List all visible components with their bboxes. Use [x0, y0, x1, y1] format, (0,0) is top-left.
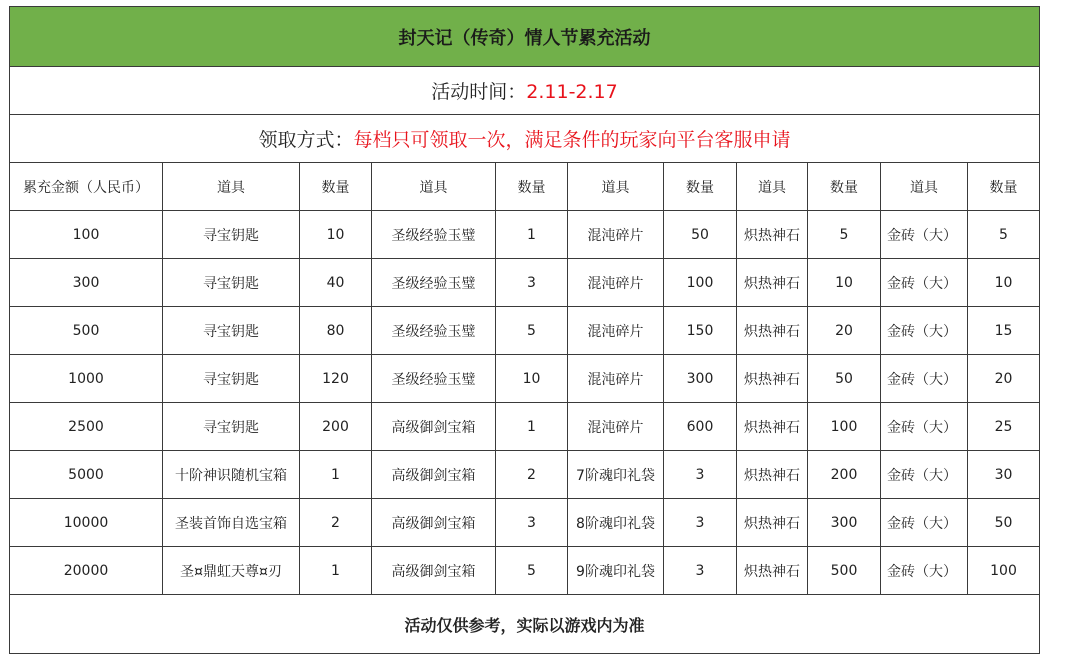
table-cell: 300: [664, 355, 737, 403]
table-cell: 金砖（大）: [881, 307, 968, 355]
table-row: [10, 259, 1040, 307]
time-row: [10, 67, 1040, 115]
table-cell: 2: [300, 499, 372, 547]
table-cell: 150: [664, 307, 737, 355]
table-cell: 寻宝钥匙: [163, 211, 300, 259]
table-cell: 炽热神石: [737, 451, 808, 499]
table-row: [10, 451, 1040, 499]
table-row: [10, 307, 1040, 355]
table-cell: 15: [968, 307, 1040, 355]
table-cell: 高级御剑宝箱: [372, 547, 496, 595]
table-cell: 炽热神石: [737, 403, 808, 451]
header-cell: 道具: [881, 163, 968, 211]
header-cell: 数量: [664, 163, 737, 211]
table-cell: 圣装首饰自选宝箱: [163, 499, 300, 547]
title-row: [10, 7, 1040, 67]
table-cell: 混沌碎片: [568, 259, 664, 307]
table-cell: 5: [808, 211, 881, 259]
table-cell: 炽热神石: [737, 259, 808, 307]
table-cell: 金砖（大）: [881, 547, 968, 595]
table-cell: 200: [300, 403, 372, 451]
table-cell: 5: [968, 211, 1040, 259]
table-cell: 圣级经验玉璧: [372, 355, 496, 403]
table-cell: 40: [300, 259, 372, 307]
header-cell: 道具: [372, 163, 496, 211]
claim-method-value: 每档只可领取一次，满足条件的玩家向平台客服申请: [353, 129, 791, 151]
table-cell: 10000: [10, 499, 163, 547]
table-row: [10, 547, 1040, 595]
header-cell: 道具: [568, 163, 664, 211]
table-cell: 混沌碎片: [568, 403, 664, 451]
table-cell: 炽热神石: [737, 211, 808, 259]
table-cell: 混沌碎片: [568, 307, 664, 355]
table-cell: 炽热神石: [737, 355, 808, 403]
table-cell: 1000: [10, 355, 163, 403]
table-cell: 圣级经验玉璧: [372, 211, 496, 259]
table-cell: 50: [664, 211, 737, 259]
table-cell: 寻宝钥匙: [163, 403, 300, 451]
table-cell: 金砖（大）: [881, 355, 968, 403]
table-cell: 5: [496, 547, 568, 595]
table-cell: 7阶魂印礼袋: [568, 451, 664, 499]
table-cell: 3: [496, 259, 568, 307]
table-cell: 炽热神石: [737, 307, 808, 355]
table-cell: 1: [496, 403, 568, 451]
header-cell: 数量: [808, 163, 881, 211]
table-cell: 300: [10, 259, 163, 307]
table-cell: 圣级经验玉璧: [372, 259, 496, 307]
table-cell: 混沌碎片: [568, 355, 664, 403]
table-cell: 20: [968, 355, 1040, 403]
header-cell: 道具: [737, 163, 808, 211]
claim-method: [10, 115, 1040, 163]
table-cell: 3: [664, 451, 737, 499]
table-cell: 10: [968, 259, 1040, 307]
table-cell: 3: [664, 547, 737, 595]
table-cell: 金砖（大）: [881, 403, 968, 451]
table-cell: 8阶魂印礼袋: [568, 499, 664, 547]
table-cell: 1: [300, 547, 372, 595]
table-cell: 25: [968, 403, 1040, 451]
table-cell: 3: [496, 499, 568, 547]
table-row: [10, 211, 1040, 259]
table-row: [10, 355, 1040, 403]
table-cell: 金砖（大）: [881, 259, 968, 307]
table-cell: 金砖（大）: [881, 499, 968, 547]
table-cell: 炽热神石: [737, 499, 808, 547]
table-cell: 圣¤鼎虹天尊¤刃: [163, 547, 300, 595]
table-cell: 200: [808, 451, 881, 499]
table-cell: 20000: [10, 547, 163, 595]
header-cell: 数量: [968, 163, 1040, 211]
table-cell: 10: [300, 211, 372, 259]
table-cell: 高级御剑宝箱: [372, 499, 496, 547]
event-time-value: 2.11-2.17: [526, 81, 618, 103]
event-sheet: [9, 6, 1039, 654]
event-time: [10, 67, 1040, 115]
table-cell: 100: [664, 259, 737, 307]
table-cell: 炽热神石: [737, 547, 808, 595]
table-cell: 圣级经验玉璧: [372, 307, 496, 355]
table-cell: 50: [808, 355, 881, 403]
table-cell: 9阶魂印礼袋: [568, 547, 664, 595]
claim-row: [10, 115, 1040, 163]
table-cell: 2: [496, 451, 568, 499]
table-cell: 30: [968, 451, 1040, 499]
event-table: [9, 6, 1040, 654]
table-cell: 500: [808, 547, 881, 595]
table-cell: 600: [664, 403, 737, 451]
table-cell: 寻宝钥匙: [163, 307, 300, 355]
table-cell: 100: [968, 547, 1040, 595]
table-cell: 高级御剑宝箱: [372, 451, 496, 499]
table-cell: 混沌碎片: [568, 211, 664, 259]
table-cell: 十阶神识随机宝箱: [163, 451, 300, 499]
table-row: [10, 403, 1040, 451]
event-time-label: 活动时间：: [431, 81, 527, 103]
header-cell: 数量: [496, 163, 568, 211]
header-row: [10, 163, 1040, 211]
table-cell: 80: [300, 307, 372, 355]
table-cell: 高级御剑宝箱: [372, 403, 496, 451]
table-cell: 5000: [10, 451, 163, 499]
page-title: 封天记（传奇）情人节累充活动: [10, 7, 1040, 67]
table-cell: 1: [300, 451, 372, 499]
table-cell: 2500: [10, 403, 163, 451]
table-cell: 100: [808, 403, 881, 451]
claim-method-label: 领取方式：: [258, 129, 354, 151]
footer-row: [10, 595, 1040, 654]
table-cell: 寻宝钥匙: [163, 355, 300, 403]
table-cell: 1: [496, 211, 568, 259]
header-cell: 数量: [300, 163, 372, 211]
table-cell: 5: [496, 307, 568, 355]
table-cell: 金砖（大）: [881, 451, 968, 499]
table-cell: 100: [10, 211, 163, 259]
table-row: [10, 499, 1040, 547]
footer-note: 活动仅供参考，实际以游戏内为准: [10, 595, 1040, 654]
table-cell: 寻宝钥匙: [163, 259, 300, 307]
header-cell: 累充金额（人民币）: [10, 163, 163, 211]
table-cell: 500: [10, 307, 163, 355]
table-cell: 10: [496, 355, 568, 403]
table-cell: 金砖（大）: [881, 211, 968, 259]
table-cell: 10: [808, 259, 881, 307]
table-cell: 20: [808, 307, 881, 355]
table-cell: 3: [664, 499, 737, 547]
table-cell: 50: [968, 499, 1040, 547]
table-cell: 300: [808, 499, 881, 547]
header-cell: 道具: [163, 163, 300, 211]
table-cell: 120: [300, 355, 372, 403]
